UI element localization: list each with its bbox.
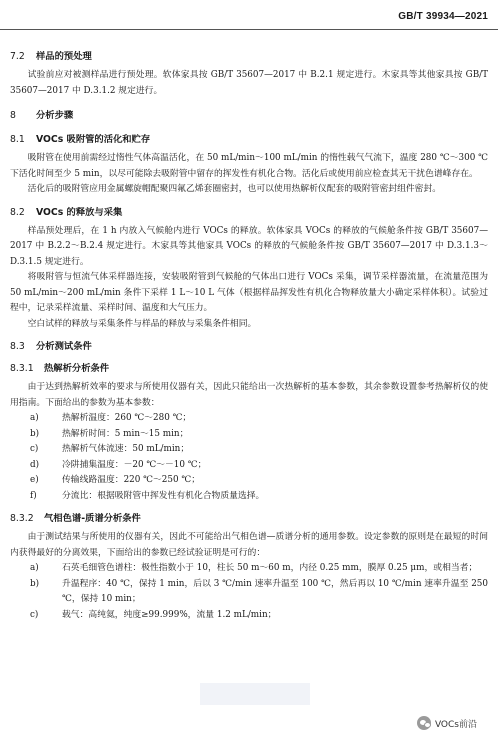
section-8-3-heading — [10, 340, 488, 354]
paragraph: 吸附管在使用前需经过惰性气体高温活化，在 50 mL/min～100 mL/min 的惰性载气气流下，温度 280 ℃～300 ℃下活化时间至少 5 min，以尽可能除去吸附管中留存的挥发性有机化合物。活化后或使用前应检查其无干扰色谱峰存在。 — [10, 153, 488, 179]
list-marker: c) — [30, 609, 39, 620]
section-number: 8.2 — [10, 206, 25, 218]
list-item-text: 传输线路温度：220 ℃～250 ℃； — [62, 475, 201, 485]
list-item — [10, 473, 488, 489]
list-item — [10, 561, 488, 577]
list-item — [10, 608, 488, 624]
header-rule — [0, 29, 498, 30]
paragraph: 由于测试结果与所使用的仪器有关，因此不可能给出气相色谱—质谱分析的通用参数。设定参数的原则是在最短的时间内获得最好的分离效果，下面给出的参数已经试验证明是可行的： — [10, 532, 488, 558]
section-8-heading — [10, 109, 488, 123]
section-8-3-1-heading — [10, 362, 488, 376]
section-title: VOCs 吸附管的活化和贮存 — [36, 134, 151, 145]
faint-background-mark — [200, 683, 310, 705]
paragraph: 样品预处理后，在 1 h 内放入气候舱内进行 VOCs 的释放。软体家具 VOCs 的释放的气候舱条件按 GB/T 35607—2017 中 B.2.2～B.2.4 规定进行。木家具等其他家具 VOCs 的释放的气候舱条件按 GB/T 35607—2017 中 D.3.1.3～D.3.1.5 规定进行。 — [10, 225, 488, 267]
list-item — [10, 427, 488, 443]
list-marker: f) — [30, 490, 37, 501]
section-number: 8.3.2 — [10, 513, 34, 524]
paragraph: 将吸附管与恒流气体采样器连接，安装吸附管到气候舱的气体出口进行 VOCs 采集，调节采样器流量，在流量范围为 50 mL/min～200 mL/min 条件下采样 1 L～10 L 气体（根据样品挥发性有机化合物释放量大小确定采样体积）。试验过程中，记录采样流量、采样时间、温度和大气压力。 — [10, 272, 488, 313]
list-marker: d) — [30, 459, 40, 470]
paragraph: 试验前应对被测样品进行预处理。软体家具按 GB/T 35607—2017 中 B.2.1 规定进行。木家具等其他家具按 GB/T 35607—2017 中 D.3.1.2 规定进行。 — [10, 70, 488, 96]
list-item — [10, 442, 488, 458]
section-title: 分析测试条件 — [36, 341, 92, 352]
list-item-text: 升温程序：40 ℃，保持 1 min，后以 3 ℃/min 速率升温至 100 ℃，然后再以 10 ℃/min 速率升温至 250 ℃，保持 10 min； — [62, 578, 488, 604]
list-marker: a) — [30, 563, 39, 573]
section-number: 7.2 — [10, 51, 25, 62]
list-item-text: 冷阱捕集温度：－20 ℃～－10 ℃； — [62, 459, 207, 470]
list-item — [10, 458, 488, 474]
section-title: 热解析分析条件 — [44, 363, 110, 374]
list-item-text: 石英毛细管色谱柱：极性指数小于 10，柱长 50 m～60 m，内径 0.25 mm，膜厚 0.25 μm，或相当者； — [62, 563, 478, 573]
list-item-text: 分流比：根据吸附管中挥发性有机化合物质量选择。 — [62, 490, 265, 501]
section-title: 样品的预处理 — [36, 51, 92, 62]
list-marker: a) — [30, 413, 39, 423]
watermark — [414, 715, 480, 731]
section-7-2-heading — [10, 50, 488, 64]
list-item-text: 载气：高纯氦，纯度≥99.999%，流量 1.2 mL/min； — [62, 609, 277, 620]
document-header-id: GB/T 39934—2021 — [398, 11, 488, 22]
section-number: 8.1 — [10, 134, 25, 145]
list-marker: b) — [30, 578, 40, 589]
list-item-text: 热解析时间：5 min～15 min； — [62, 428, 189, 439]
list-marker: b) — [30, 428, 40, 439]
list-item — [10, 489, 488, 505]
list-item — [10, 577, 488, 608]
section-number: 8.3 — [10, 341, 25, 352]
section-number: 8.3.1 — [10, 363, 34, 374]
section-title: 气相色谱-质谱分析条件 — [44, 513, 141, 524]
list-item-text: 热解析气体流速：50 mL/min； — [62, 444, 190, 454]
section-title: VOCs 的释放与采集 — [36, 206, 123, 218]
paragraph: 空白试样的释放与采集条件与样品的释放与采集条件相同。 — [27, 318, 257, 329]
section-title: 分析步骤 — [36, 110, 74, 121]
section-8-3-2-heading — [10, 512, 488, 526]
list-item — [10, 411, 488, 427]
document-body — [10, 50, 488, 623]
wechat-icon — [417, 716, 431, 730]
section-8-1-heading — [10, 133, 488, 147]
section-number: 8 — [10, 110, 16, 121]
list-marker: e) — [30, 475, 39, 485]
list-marker: c) — [30, 444, 39, 454]
list-item-text: 热解析温度：260 ℃～280 ℃； — [62, 413, 192, 423]
paragraph: 活化后的吸附管应用金属螺旋帽配聚四氟乙烯套圈密封，也可以使用热解析仪配套的吸附管密封组件密封。 — [27, 184, 442, 194]
paragraph: 由于达到热解析效率的要求与所使用仪器有关，因此只能给出一次热解析的基本参数，其余参数设置参考热解析仪的使用指南。下面给出的参数为基本参数： — [10, 382, 488, 408]
watermark-text: VOCs前沿 — [434, 719, 477, 730]
section-8-2-heading — [10, 206, 488, 220]
